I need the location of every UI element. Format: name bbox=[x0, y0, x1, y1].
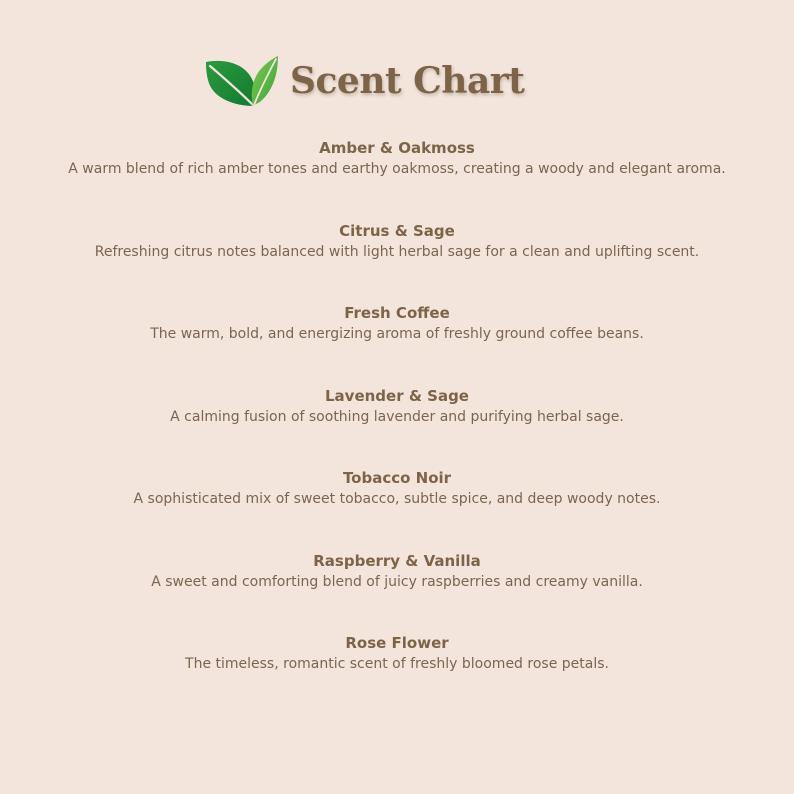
scent-item bbox=[0, 551, 794, 634]
scent-description: A sweet and comforting blend of juicy raspberries and creamy vanilla. bbox=[151, 573, 643, 590]
scent-description: A calming fusion of soothing lavender and purifying herbal sage. bbox=[170, 408, 624, 425]
scent-item bbox=[0, 303, 794, 386]
scent-description: The timeless, romantic scent of freshly bloomed rose petals. bbox=[185, 656, 609, 672]
scent-description: Refreshing citrus notes balanced with light herbal sage for a clean and uplifting scent. bbox=[94, 243, 700, 260]
scent-item bbox=[0, 221, 794, 304]
page-title: Scent Chart bbox=[290, 60, 525, 102]
leaf-icon bbox=[204, 54, 280, 108]
scent-name: Rose Flower bbox=[345, 634, 449, 652]
scent-description: A warm blend of rich amber tones and earthy oakmoss, creating a woody and elegant aroma. bbox=[68, 161, 726, 177]
scent-name: Lavender & Sage bbox=[325, 386, 469, 405]
scent-name: Raspberry & Vanilla bbox=[313, 551, 481, 570]
scent-name: Tobacco Noir bbox=[342, 469, 452, 487]
scent-list bbox=[0, 138, 794, 716]
scent-item bbox=[0, 468, 794, 551]
scent-item bbox=[0, 386, 794, 469]
header bbox=[0, 52, 794, 112]
scent-description: The warm, bold, and energizing aroma of freshly ground coffee beans. bbox=[150, 326, 644, 342]
scent-name: Amber & Oakmoss bbox=[319, 139, 475, 157]
scent-name: Citrus & Sage bbox=[339, 221, 455, 240]
scent-item bbox=[0, 138, 794, 221]
scent-item bbox=[0, 633, 794, 716]
scent-description: A sophisticated mix of sweet tobacco, subtle spice, and deep woody notes. bbox=[133, 491, 661, 507]
scent-name: Fresh Coffee bbox=[344, 304, 450, 322]
